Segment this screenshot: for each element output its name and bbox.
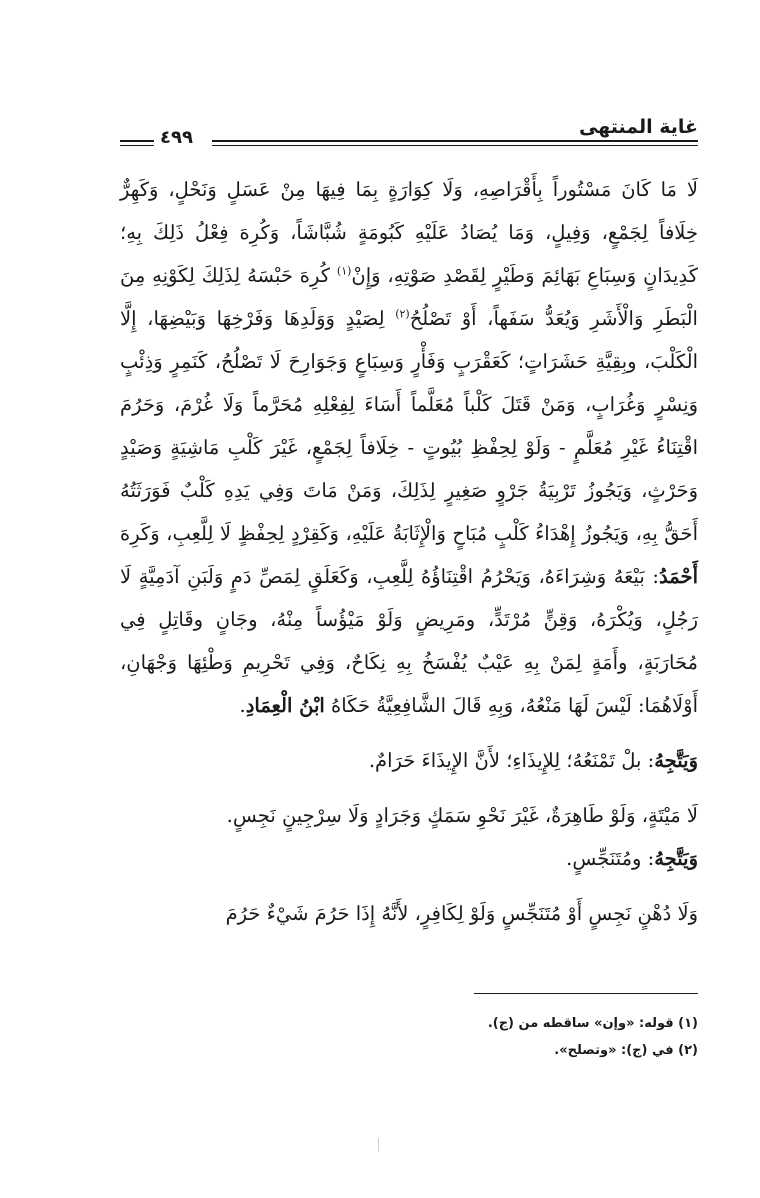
text-run: لِصَيْدٍ وَوَلَدِهَا وَفَرْخِهَا وَبَيْضِهَا، إِلَّا الْكَلْبَ، وبِقِيَّةِ حَشَرَاتٍ؛ كَعَقْرَبٍ وَفَأْرٍ وَسِبَاعٍ وَجَوَارِحَ لَا تَصْلُحُ، كَنَمِرٍ وَذِئْبٍ وَنِسْرٍ وَغُرَابٍ، وَمَنْ قَتَلَ كَلْباً مُعَلَّماً أَسَاءَ لِفِعْلِهِ مُحَرَّماً وَلَا غُرْمَ، وَحَرُمَ اقْتِنَاءُ غَيْرِ مُعَلَّمٍ - وَلَوْ لِحِفْظِ بُيُوتٍ - خِلَافاً لِجَمْعٍ، غَيْرَ كَلْبِ مَاشِيَةٍ وَصَيْدٍ وَحَرْثٍ، وَيَجُوزُ تَرْبِيَةُ جَرْوٍ صَغِيرٍ لِذَلِكَ، وَمَنْ مَاتَ وَفِي يَدِهِ كَلْبٌ فَوَرَثَتُهُ أَحَقُّ بِهِ، وَيَجُوزُ إِهْدَاءُ كَلْبٍ مُبَاحٍ وَالْإِثَابَةُ عَلَيْهِ، وَكَقِرْدٍ لِحِفْظٍ لَا لِلَّعِبِ، وَكَرِهَ: [120, 307, 698, 545]
main-text: [120, 168, 698, 935]
scholar-name-ibn-alimad: ابْنُ الْعِمَادِ: [245, 694, 325, 717]
paragraph-yattajih-1: [120, 739, 698, 782]
footnote-separator: [474, 993, 698, 994]
footnote-ref-2[interactable]: (٢): [395, 307, 410, 321]
text-run: لَا مَيْتَةٍ، وَلَوْ طَاهِرَةٌ، غَيْرَ نَحْوِ سَمَكٍ وَجَرَادٍ وَلَا سِرْجِينٍ نَجِسٍ.: [226, 804, 698, 827]
paragraph-mayta: [120, 794, 698, 837]
scholar-name-ahmad: أَحْمَدُ: [659, 565, 698, 588]
footnote-ref-1[interactable]: (١): [336, 264, 352, 278]
scan-mark: [378, 1138, 379, 1152]
running-title: غاية المنتهى: [578, 116, 698, 138]
header-rule-right: [212, 140, 698, 142]
header-rule-left: [120, 140, 154, 142]
footnote-1: (١) قوله: «وإن» ساقطه من (ج).: [487, 1016, 698, 1031]
text-run: وَلَا دُهْنٍ نَجِسٍ أَوْ مُتَنَجِّسٍ وَلَوْ لِكَافِرٍ، لأَنَّهُ إِذَا حَرُمَ شَيْءٌ حَرُمَ: [225, 902, 698, 925]
text-run: .: [239, 694, 246, 717]
header-rule-left-thin: [120, 145, 154, 146]
page-number: ٤٩٩: [160, 127, 193, 148]
footnote-2: (٢) في (ج): «وتصلح».: [554, 1043, 698, 1058]
yattajih-label: وَيَتَّجِهُ: [654, 847, 698, 870]
paragraph-main: [120, 168, 698, 727]
paragraph-yattajih-2: [120, 837, 698, 880]
text-run: لَا مَا كَانَ مَسْتُوراً بِأَقْرَاصِهِ، وَلَا كِوَارَةٍ بِمَا فِيهَا مِنْ عَسَلٍ وَنَحْلٍ، وَكَهِرٌّ خِلَافاً لِجَمْعٍ، وَفِيلٍ، وَمَا يُصَادُ عَلَيْهِ كَبُومَةٍ شُبَّاشَاً، وَكُرِهَ فِعْلُ ذَلِكَ بِهِ؛ كَدِيدَانٍ وَسِبَاعِ بَهَائِمَ وَطَيْرٍ لِقَصْدِ صَوْتِهِ، وَإِنْ: [120, 178, 698, 287]
page-header: [120, 100, 698, 148]
yattajih-label: وَيَتَّجِهُ: [654, 749, 698, 772]
paragraph-duhn: [120, 892, 698, 935]
header-rule-right-thin: [212, 145, 698, 146]
text-run: كُرِهَ حَبْسَهُ لِذَلِكَ لِكَوْنِهِ مِنَ الْبَطَرِ وَالْأَشَرِ وَيُعَدُّ سَفَهاً، أَوْ تَصْلُحُ: [120, 264, 698, 330]
text-run: : ومُتَنَجِّسٍ.: [566, 847, 655, 870]
text-run: : بلْ تَمْنَعُهُ؛ لِلإِيذَاءِ؛ لأَنَّ الإِيذَاءَ حَرَامٌ.: [368, 749, 655, 772]
text-run: : بَيْعَهُ وَشِرَاءَهُ، وَيَحْرُمُ اقْتِنَاؤُهُ لِلَّعِبِ، وَكَعَلَقٍ لِمَصِّ دَمٍ وَلَبَنِ آدَمِيَّةٍ لَا رَجُلٍ، وَيُكْرَهُ، وَقِنٍّ مُرْتَدٍّ، ومَرِيضٍ وَلَوْ مَيْؤُساً مِنْهُ، وجَانٍ وقَاتِلٍ فِي مُحَارَبَةٍ، وأَمَةٍ لِمَنْ بِهِ عَيْبٌ يُفْسَخُ بِهِ نِكَاحٌ، وَفِي تَحْرِيمِ وَطْئِهَا وَجْهَانِ، أَوْلَاهُمَا: لَيْسَ لَهَا مَنْعُهُ، وَبِهِ قَالَ الشَّافِعِيَّةُ حَكَاهُ: [120, 565, 698, 717]
footnotes: [120, 1010, 698, 1064]
book-page: [120, 100, 698, 1058]
